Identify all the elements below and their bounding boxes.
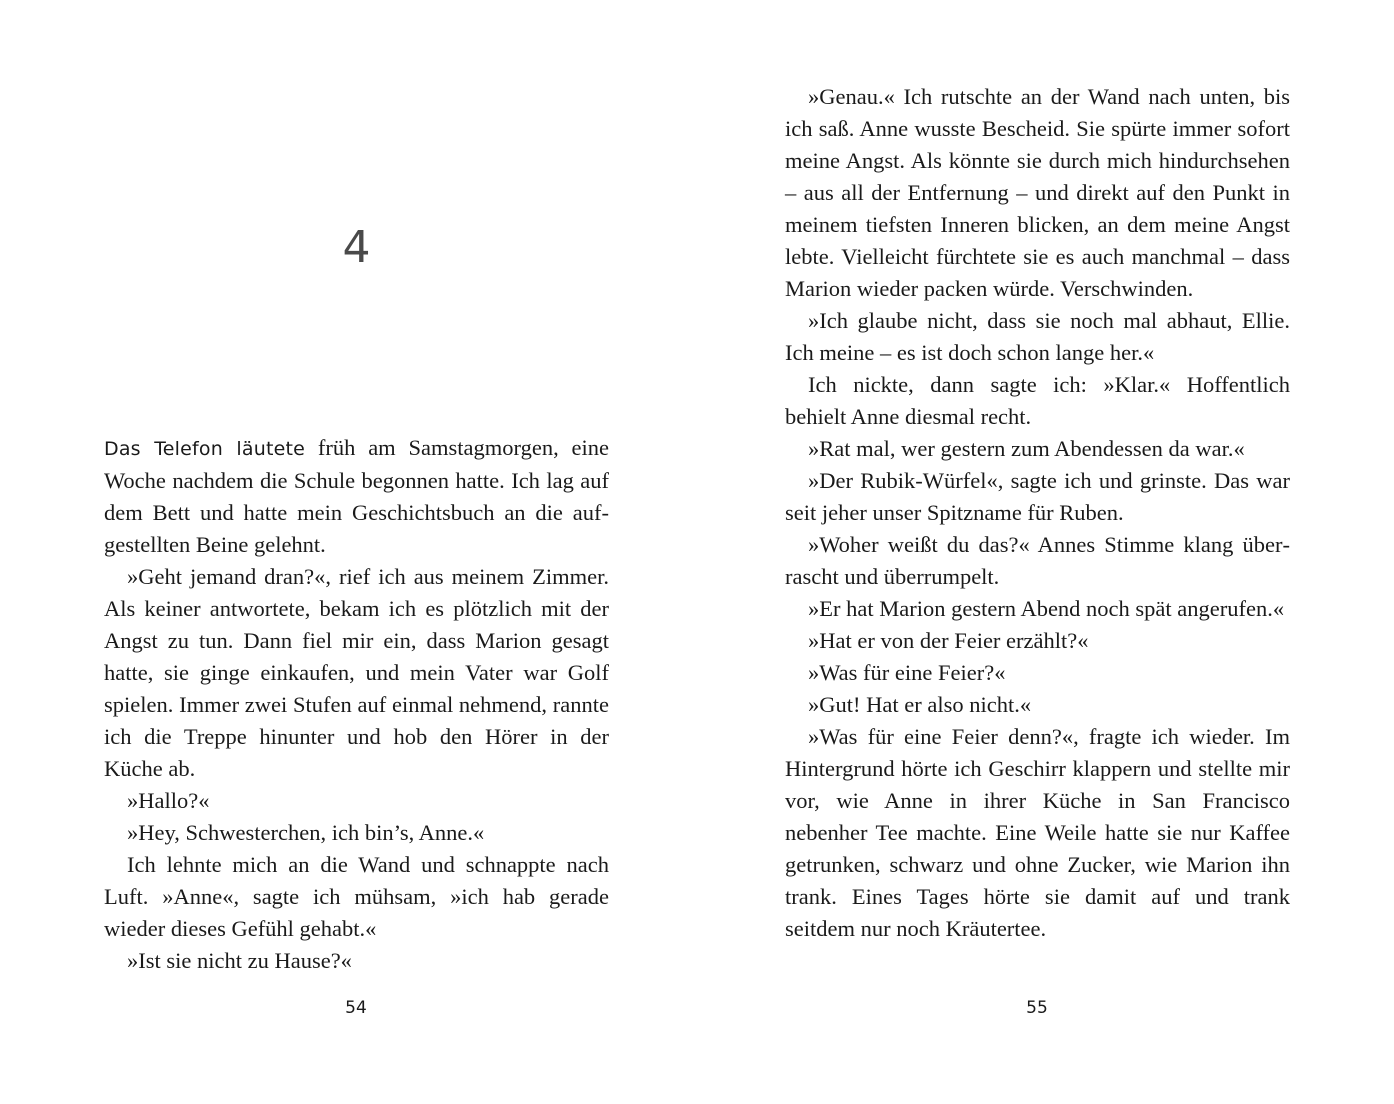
paragraph: »Ist sie nicht zu Hause?« [127, 948, 352, 973]
paragraph-opening [104, 432, 609, 561]
paragraph: »Der Rubik-Würfel«, sagte ich und grinste. Das war seit jeher unser Spitzname für Ruben. [785, 468, 1290, 525]
opening-paragraph-rest: früh am Samstagmorgen, eine Woche nachdem die Schule begonnen hatte. Ich lag auf dem Bett und hatte mein Geschichtsbuch an die aufgestellten Beine gelehnt. [104, 435, 609, 557]
paragraph: »Was für eine Feier?« [808, 660, 1006, 685]
paragraph: »Genau.« Ich rutschte an der Wand nach unten, bis ich saß. Anne wusste Bescheid. Sie spürte immer sofort meine Angst. Als könnte sie durch mich hindurchsehen – aus all der Entfernung – und direkt auf den Punkt in meinem tiefsten Inneren blicken, an dem meine Angst lebte. Vielleicht fürchtete sie es auch manchmal – dass Marion wieder packen würde. Verschwinden. [785, 84, 1290, 301]
paragraph: »Ich glaube nicht, dass sie noch mal abhaut, Ellie. Ich meine – es ist doch schon lange her.« [785, 308, 1290, 365]
paragraph: »Er hat Marion gestern Abend noch spät angerufen.« [808, 596, 1285, 621]
paragraph: »Was für eine Feier denn?«, fragte ich wieder. Im Hintergrund hörte ich Geschirr klappern und stellte mir vor, wie Anne in ihrer Küche in San Francisco nebenher Tee machte. Eine Weile hatte sie nur Kaffee getrunken, schwarz und ohne Zucker, wie Marion ihn trank. Eines Tages hörte sie damit auf und trank seitdem nur noch Kräutertee. [785, 724, 1290, 941]
paragraph: »Gut! Hat er also nicht.« [808, 692, 1032, 717]
left-page-text [104, 432, 609, 977]
right-page-text [785, 81, 1290, 945]
paragraph: »Geht jemand dran?«, rief ich aus meinem Zimmer. Als keiner antwortete, bekam ich es plötzlich mit der Angst zu tun. Dann fiel mir ein, dass Marion gesagt hatte, sie ginge einkaufen, und mein Vater war Golf spielen. Immer zwei Stufen auf einmal nehmend, rannte ich die Treppe hinunter und hob den Hörer in der Küche ab. [104, 564, 609, 781]
paragraph: »Hey, Schwesterchen, ich bin’s, Anne.« [127, 820, 485, 845]
lead-in-text: Das Telefon läutete [104, 438, 306, 460]
paragraph: Ich nickte, dann sagte ich: »Klar.« Hoffentlich behielt Anne diesmal recht. [785, 372, 1290, 429]
chapter-number: 4 [342, 222, 371, 273]
paragraph: Ich lehnte mich an die Wand und schnappte nach Luft. »Anne«, sagte ich mühsam, »ich hab gerade wieder dieses Gefühl gehabt.« [104, 852, 609, 941]
paragraph: »Woher weißt du das?« Annes Stimme klang überrascht und überrumpelt. [785, 532, 1290, 589]
paragraph: »Hat er von der Feier erzählt?« [808, 628, 1089, 653]
page-number-right: 55 [1026, 998, 1048, 1018]
paragraph: »Hallo?« [127, 788, 210, 813]
right-page [697, 0, 1394, 1104]
page-number-left: 54 [345, 998, 367, 1018]
paragraph: »Rat mal, wer gestern zum Abendessen da war.« [808, 436, 1245, 461]
